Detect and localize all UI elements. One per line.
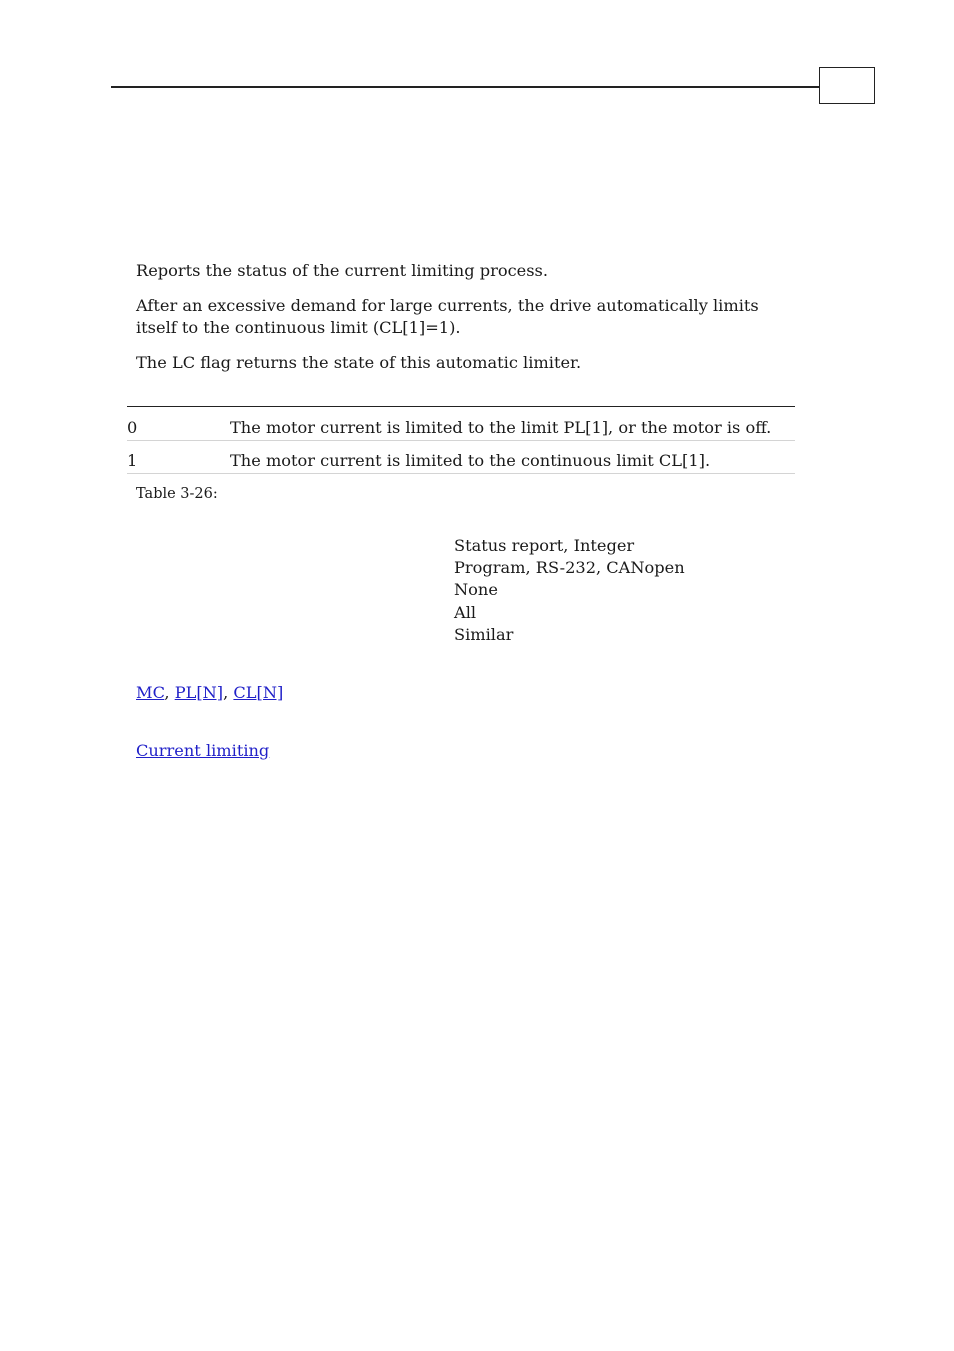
property-firmware: All [454, 603, 477, 622]
link-separator: , [164, 683, 175, 702]
property-source: Program, RS-232, CANopen [454, 558, 685, 577]
see-also-links [136, 683, 283, 702]
table-cell-value: 1 [127, 451, 138, 470]
chapter-link-container [136, 741, 269, 760]
header-rule [111, 86, 819, 88]
table-cell-description: The motor current is limited to the limit PL[1], or the motor is off. [230, 418, 772, 437]
link-pl[interactable]: PL[N] [174, 683, 224, 702]
description-paragraph-2: After an excessive demand for large currents, the drive automatically limits itself to the continuous limit (CL[1]=1). [136, 296, 759, 337]
description-paragraph-1: Reports the status of the current limiting process. [136, 261, 548, 280]
table-row [127, 441, 795, 474]
link-mc[interactable]: MC [136, 683, 165, 702]
table-cell-value: 0 [127, 418, 138, 437]
description-paragraph-3: The LC flag returns the state of this automatic limiter. [136, 353, 582, 372]
table-top-rule [127, 406, 795, 407]
page-number-box [819, 67, 875, 104]
property-compatibility: Similar [454, 625, 514, 644]
property-type: Status report, Integer [454, 536, 635, 555]
table-cell-description: The motor current is limited to the continuous limit CL[1]. [230, 451, 711, 470]
table-caption: Table 3-26: [136, 486, 218, 502]
link-cl[interactable]: CL[N] [233, 683, 284, 702]
link-current-limiting[interactable]: Current limiting [136, 741, 270, 760]
link-separator: , [223, 683, 234, 702]
property-restrictions: None [454, 580, 498, 599]
table-row [127, 408, 795, 441]
